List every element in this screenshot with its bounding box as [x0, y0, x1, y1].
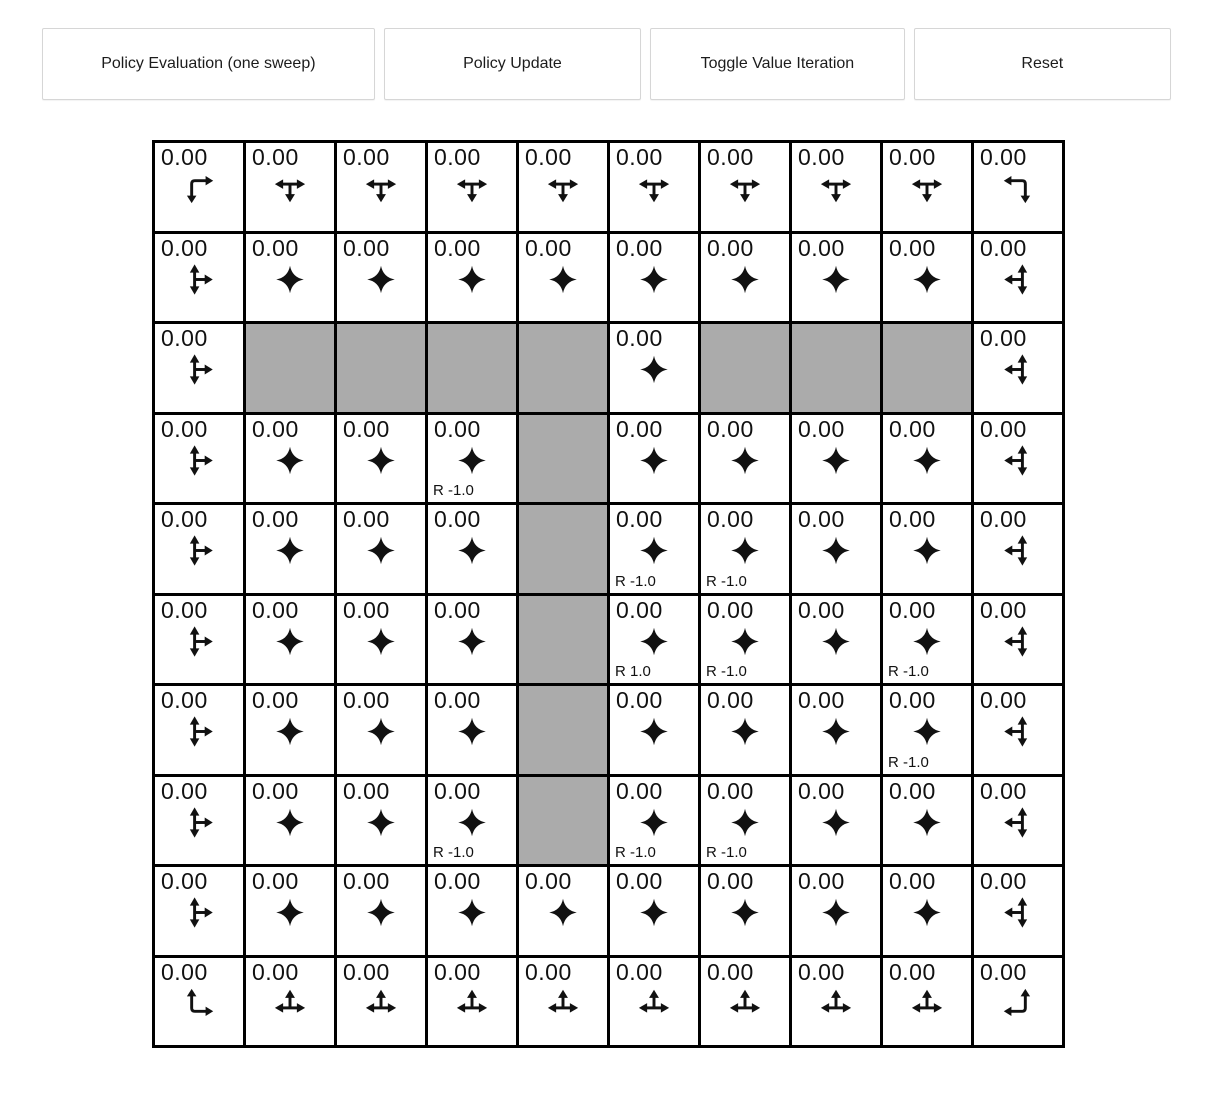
policy-arrows-left-right-up-icon [365, 987, 398, 1020]
state-value: 0.00 [616, 687, 663, 713]
grid-cell [428, 415, 516, 503]
reward-label: R -1.0 [615, 844, 656, 861]
grid-cell [155, 596, 243, 684]
policy-arrows-all-directions-icon [729, 715, 762, 748]
policy-arrows-up-down-right-icon [183, 625, 216, 658]
state-value: 0.00 [161, 325, 208, 351]
policy-arrows-all-directions-icon [274, 896, 307, 929]
grid-cell [610, 686, 698, 774]
grid-cell [519, 958, 607, 1046]
state-value: 0.00 [798, 144, 845, 170]
policy-arrows-all-directions-icon [820, 806, 853, 839]
policy-arrows-all-directions-icon [456, 806, 489, 839]
policy-arrows-all-directions-icon [729, 896, 762, 929]
policy-arrows-all-directions-icon [456, 534, 489, 567]
wall-cell [519, 686, 607, 774]
state-value: 0.00 [434, 596, 481, 623]
state-value: 0.00 [434, 506, 481, 532]
grid-cell [792, 867, 880, 955]
grid-cell [428, 234, 516, 322]
policy-arrows-left-right-up-icon [456, 987, 489, 1020]
state-value: 0.00 [980, 777, 1027, 804]
reward-label: R -1.0 [433, 482, 474, 499]
grid-cell [974, 958, 1062, 1046]
reward-label: R 1.0 [615, 663, 651, 680]
grid-cell [792, 958, 880, 1046]
grid-cell [337, 958, 425, 1046]
state-value: 0.00 [889, 144, 936, 170]
toolbar [42, 28, 1171, 100]
grid-cell [701, 234, 789, 322]
grid-cell [701, 596, 789, 684]
grid-cell [519, 234, 607, 322]
grid-cell [701, 777, 789, 865]
policy-arrow-up-left-icon [1002, 987, 1035, 1020]
state-value: 0.00 [889, 777, 936, 804]
state-value: 0.00 [343, 596, 390, 623]
state-value: 0.00 [980, 868, 1027, 894]
grid-cell [246, 867, 334, 955]
policy-arrows-all-directions-icon [911, 625, 944, 658]
grid-cell [610, 867, 698, 955]
policy-arrows-left-right-down-icon [547, 172, 580, 205]
state-value: 0.00 [707, 777, 754, 804]
grid-cell [792, 234, 880, 322]
grid-cell [974, 415, 1062, 503]
policy-arrows-all-directions-icon [820, 534, 853, 567]
grid-cell [246, 234, 334, 322]
state-value: 0.00 [889, 415, 936, 442]
policy-arrows-up-down-left-icon [1002, 444, 1035, 477]
state-value: 0.00 [343, 144, 390, 170]
policy-arrows-all-directions-icon [365, 896, 398, 929]
state-value: 0.00 [252, 958, 299, 985]
state-value: 0.00 [980, 325, 1027, 351]
state-value: 0.00 [161, 144, 208, 170]
policy-arrow-down-right-icon [183, 172, 216, 205]
grid-cell [701, 415, 789, 503]
state-value: 0.00 [707, 687, 754, 713]
reward-label: R -1.0 [888, 753, 929, 771]
grid-cell [337, 596, 425, 684]
grid-cell [337, 686, 425, 774]
state-value: 0.00 [616, 958, 663, 985]
toggle-value-iteration-button[interactable]: Toggle Value Iteration [650, 28, 905, 100]
policy-arrows-all-directions-icon [820, 715, 853, 748]
policy-arrows-up-down-right-icon [183, 534, 216, 567]
policy-arrows-all-directions-icon [547, 263, 580, 296]
state-value: 0.00 [161, 777, 208, 804]
state-value: 0.00 [161, 415, 208, 442]
state-value: 0.00 [343, 777, 390, 804]
state-value: 0.00 [798, 958, 845, 985]
policy-arrows-all-directions-icon [456, 444, 489, 477]
wall-cell [519, 324, 607, 412]
grid-cell [246, 596, 334, 684]
grid-cell [337, 234, 425, 322]
grid-cell [974, 596, 1062, 684]
state-value: 0.00 [798, 868, 845, 894]
policy-arrows-up-down-right-icon [183, 896, 216, 929]
policy-arrows-left-right-down-icon [638, 172, 671, 205]
state-value: 0.00 [343, 234, 390, 261]
policy-arrows-all-directions-icon [274, 806, 307, 839]
state-value: 0.00 [434, 687, 481, 713]
state-value: 0.00 [434, 777, 481, 804]
policy-arrows-all-directions-icon [638, 263, 671, 296]
state-value: 0.00 [798, 777, 845, 804]
policy-update-button[interactable]: Policy Update [384, 28, 641, 100]
grid-cell [701, 958, 789, 1046]
reward-label: R -1.0 [888, 663, 929, 680]
grid-cell [519, 867, 607, 955]
policy-arrows-all-directions-icon [365, 715, 398, 748]
policy-arrows-all-directions-icon [820, 263, 853, 296]
policy-arrows-up-down-left-icon [1002, 806, 1035, 839]
policy-arrows-all-directions-icon [820, 625, 853, 658]
state-value: 0.00 [798, 687, 845, 713]
policy-arrows-left-right-up-icon [547, 987, 580, 1020]
state-value: 0.00 [252, 868, 299, 894]
reward-label: R -1.0 [615, 572, 656, 590]
policy-arrows-all-directions-icon [911, 806, 944, 839]
state-value: 0.00 [889, 868, 936, 894]
reset-button[interactable]: Reset [914, 28, 1171, 100]
state-value: 0.00 [525, 144, 572, 170]
policy-arrows-all-directions-icon [638, 534, 671, 567]
state-value: 0.00 [252, 234, 299, 261]
grid-cell [337, 505, 425, 593]
grid-cell [883, 777, 971, 865]
state-value: 0.00 [798, 415, 845, 442]
policy-arrows-all-directions-icon [365, 263, 398, 296]
state-value: 0.00 [980, 234, 1027, 261]
policy-arrows-all-directions-icon [729, 444, 762, 477]
grid-cell [974, 686, 1062, 774]
policy-arrows-up-down-right-icon [183, 444, 216, 477]
grid-cell [246, 505, 334, 593]
grid-cell [337, 415, 425, 503]
grid-cell [337, 777, 425, 865]
grid-cell [155, 143, 243, 231]
grid-cell [155, 234, 243, 322]
state-value: 0.00 [707, 234, 754, 261]
state-value: 0.00 [434, 868, 481, 894]
policy-arrows-all-directions-icon [638, 353, 671, 386]
grid-cell [428, 143, 516, 231]
state-value: 0.00 [798, 506, 845, 532]
grid-cell [974, 324, 1062, 412]
grid-cell [883, 505, 971, 593]
policy-arrows-all-directions-icon [729, 534, 762, 567]
grid-cell [883, 867, 971, 955]
state-value: 0.00 [434, 144, 481, 170]
policy-evaluation-button[interactable]: Policy Evaluation (one sweep) [42, 28, 375, 100]
grid-cell [792, 686, 880, 774]
state-value: 0.00 [343, 958, 390, 985]
state-value: 0.00 [434, 234, 481, 261]
state-value: 0.00 [161, 687, 208, 713]
state-value: 0.00 [616, 596, 663, 623]
grid-cell [883, 686, 971, 774]
state-value: 0.00 [707, 415, 754, 442]
state-value: 0.00 [889, 687, 936, 713]
grid-cell [883, 596, 971, 684]
state-value: 0.00 [434, 958, 481, 985]
state-value: 0.00 [980, 596, 1027, 623]
grid-cell [610, 596, 698, 684]
policy-arrows-up-down-left-icon [1002, 896, 1035, 929]
policy-arrows-all-directions-icon [729, 263, 762, 296]
policy-arrows-up-down-left-icon [1002, 625, 1035, 658]
policy-arrows-all-directions-icon [456, 625, 489, 658]
state-value: 0.00 [343, 687, 390, 713]
grid-cell [246, 958, 334, 1046]
state-value: 0.00 [980, 144, 1027, 170]
state-value: 0.00 [707, 506, 754, 532]
state-value: 0.00 [707, 144, 754, 170]
policy-arrows-all-directions-icon [729, 806, 762, 839]
policy-arrows-all-directions-icon [911, 444, 944, 477]
policy-arrows-up-down-right-icon [183, 806, 216, 839]
reward-label: R -1.0 [433, 844, 474, 861]
state-value: 0.00 [889, 506, 936, 532]
state-value: 0.00 [980, 415, 1027, 442]
policy-arrows-left-right-up-icon [274, 987, 307, 1020]
policy-arrows-up-down-left-icon [1002, 534, 1035, 567]
grid-cell [792, 777, 880, 865]
grid-cell [337, 867, 425, 955]
policy-arrows-all-directions-icon [911, 896, 944, 929]
grid-cell [701, 505, 789, 593]
policy-arrows-all-directions-icon [365, 625, 398, 658]
state-value: 0.00 [616, 868, 663, 894]
state-value: 0.00 [252, 506, 299, 532]
grid-cell [792, 505, 880, 593]
state-value: 0.00 [161, 506, 208, 532]
state-value: 0.00 [889, 958, 936, 985]
state-value: 0.00 [707, 596, 754, 623]
policy-arrows-all-directions-icon [547, 896, 580, 929]
grid-cell [701, 867, 789, 955]
policy-arrows-all-directions-icon [456, 896, 489, 929]
policy-arrows-left-right-down-icon [456, 172, 489, 205]
state-value: 0.00 [707, 958, 754, 985]
grid-cell [792, 143, 880, 231]
grid-cell [155, 686, 243, 774]
policy-arrows-all-directions-icon [274, 534, 307, 567]
policy-arrows-all-directions-icon [820, 896, 853, 929]
grid-cell [155, 867, 243, 955]
policy-arrows-all-directions-icon [365, 806, 398, 839]
policy-arrows-left-right-down-icon [729, 172, 762, 205]
grid-cell [246, 777, 334, 865]
policy-arrows-all-directions-icon [638, 444, 671, 477]
grid-cell [428, 777, 516, 865]
policy-arrows-all-directions-icon [274, 444, 307, 477]
policy-arrows-all-directions-icon [365, 534, 398, 567]
state-value: 0.00 [980, 687, 1027, 713]
grid-cell [610, 777, 698, 865]
state-value: 0.00 [525, 868, 572, 894]
policy-arrows-left-right-down-icon [365, 172, 398, 205]
wall-cell [883, 324, 971, 412]
policy-arrows-all-directions-icon [638, 896, 671, 929]
state-value: 0.00 [616, 234, 663, 261]
policy-arrows-all-directions-icon [365, 444, 398, 477]
policy-arrows-up-down-right-icon [183, 353, 216, 386]
policy-arrows-up-down-left-icon [1002, 263, 1035, 296]
grid-cell [610, 324, 698, 412]
policy-arrows-up-down-right-icon [183, 263, 216, 296]
policy-arrows-left-right-up-icon [820, 987, 853, 1020]
grid-cell [974, 143, 1062, 231]
wall-cell [792, 324, 880, 412]
grid-cell [610, 415, 698, 503]
state-value: 0.00 [252, 687, 299, 713]
grid-cell [610, 958, 698, 1046]
reward-label: R -1.0 [706, 572, 747, 590]
state-value: 0.00 [161, 868, 208, 894]
state-value: 0.00 [616, 144, 663, 170]
policy-arrows-up-down-left-icon [1002, 353, 1035, 386]
grid-cell [883, 415, 971, 503]
grid-cell [246, 415, 334, 503]
policy-arrows-all-directions-icon [274, 263, 307, 296]
policy-arrow-down-left-icon [1002, 172, 1035, 205]
state-value: 0.00 [252, 144, 299, 170]
grid-cell [883, 234, 971, 322]
grid-cell [883, 958, 971, 1046]
policy-arrows-all-directions-icon [274, 625, 307, 658]
grid [152, 140, 1065, 1048]
grid-cell [792, 596, 880, 684]
grid-cell [610, 234, 698, 322]
grid-cell [701, 143, 789, 231]
state-value: 0.00 [980, 958, 1027, 985]
grid-cell [155, 958, 243, 1046]
grid-cell [155, 415, 243, 503]
grid-cell [337, 143, 425, 231]
policy-arrows-all-directions-icon [911, 715, 944, 748]
wall-cell [701, 324, 789, 412]
policy-arrows-left-right-down-icon [820, 172, 853, 205]
grid-cell [519, 143, 607, 231]
state-value: 0.00 [343, 868, 390, 894]
policy-arrows-left-right-up-icon [911, 987, 944, 1020]
policy-arrows-all-directions-icon [911, 534, 944, 567]
grid-cell [974, 867, 1062, 955]
state-value: 0.00 [161, 958, 208, 985]
grid-cell [246, 686, 334, 774]
state-value: 0.00 [889, 234, 936, 261]
grid-cell [883, 143, 971, 231]
state-value: 0.00 [161, 596, 208, 623]
grid-cell [974, 777, 1062, 865]
grid-cell [428, 958, 516, 1046]
grid-cell [974, 505, 1062, 593]
policy-arrows-all-directions-icon [638, 806, 671, 839]
reward-label: R -1.0 [706, 844, 747, 861]
wall-cell [428, 324, 516, 412]
grid-cell [792, 415, 880, 503]
state-value: 0.00 [252, 415, 299, 442]
policy-arrows-all-directions-icon [456, 715, 489, 748]
wall-cell [337, 324, 425, 412]
policy-arrows-all-directions-icon [638, 715, 671, 748]
state-value: 0.00 [525, 234, 572, 261]
grid-cell [155, 505, 243, 593]
state-value: 0.00 [343, 506, 390, 532]
state-value: 0.00 [434, 415, 481, 442]
state-value: 0.00 [616, 325, 663, 351]
grid-cell [701, 686, 789, 774]
grid-cell [610, 505, 698, 593]
policy-arrows-all-directions-icon [274, 715, 307, 748]
grid-cell [428, 505, 516, 593]
state-value: 0.00 [525, 958, 572, 985]
policy-arrow-up-right-icon [183, 987, 216, 1020]
policy-arrows-up-down-left-icon [1002, 715, 1035, 748]
grid-cell [974, 234, 1062, 322]
state-value: 0.00 [616, 506, 663, 532]
state-value: 0.00 [798, 596, 845, 623]
wall-cell [519, 596, 607, 684]
wall-cell [519, 505, 607, 593]
policy-arrows-all-directions-icon [729, 625, 762, 658]
policy-arrows-all-directions-icon [820, 444, 853, 477]
policy-arrows-all-directions-icon [911, 263, 944, 296]
state-value: 0.00 [616, 777, 663, 804]
policy-arrows-up-down-right-icon [183, 715, 216, 748]
wall-cell [519, 415, 607, 503]
grid-cell [428, 867, 516, 955]
grid-cell [246, 143, 334, 231]
policy-arrows-left-right-down-icon [911, 172, 944, 205]
state-value: 0.00 [798, 234, 845, 261]
state-value: 0.00 [343, 415, 390, 442]
wall-cell [246, 324, 334, 412]
policy-arrows-all-directions-icon [638, 625, 671, 658]
grid-cell [155, 777, 243, 865]
state-value: 0.00 [980, 506, 1027, 532]
state-value: 0.00 [252, 777, 299, 804]
reward-label: R -1.0 [706, 663, 747, 680]
grid-cell [428, 596, 516, 684]
policy-arrows-all-directions-icon [456, 263, 489, 296]
policy-arrows-left-right-up-icon [638, 987, 671, 1020]
wall-cell [519, 777, 607, 865]
state-value: 0.00 [889, 596, 936, 623]
state-value: 0.00 [161, 234, 208, 261]
state-value: 0.00 [252, 596, 299, 623]
policy-arrows-left-right-up-icon [729, 987, 762, 1020]
grid-cell [155, 324, 243, 412]
state-value: 0.00 [616, 415, 663, 442]
grid-cell [428, 686, 516, 774]
policy-arrows-left-right-down-icon [274, 172, 307, 205]
state-value: 0.00 [707, 868, 754, 894]
grid-cell [610, 143, 698, 231]
